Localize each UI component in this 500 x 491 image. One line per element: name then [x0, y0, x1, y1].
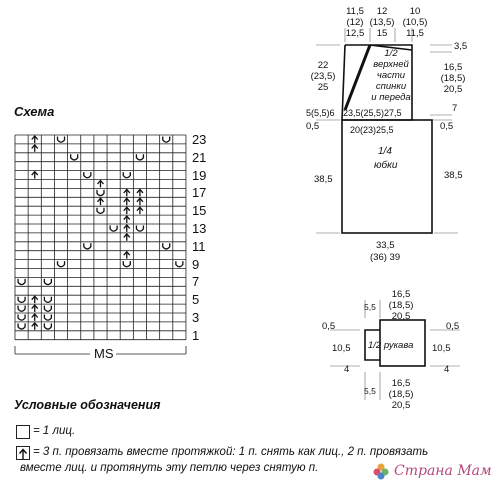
dim-skirt-left: 38,5: [314, 174, 333, 185]
watermark-logo: [372, 462, 492, 480]
dim-value: 20,5: [391, 311, 411, 322]
dim-value: 22: [317, 60, 329, 71]
dim-sleeve-left-55-bottom: 5,5: [364, 386, 376, 396]
dim-value: (18,5): [388, 389, 414, 400]
dim-sleeve-right-4: 4: [444, 364, 450, 375]
row-number-label: 21: [191, 149, 207, 165]
row-number-label: 13: [191, 221, 207, 236]
row-number-label: 19: [191, 167, 207, 183]
dim-value: 12: [376, 6, 388, 17]
label-line: части: [376, 70, 406, 81]
sleeve-label: 1/2 рукава: [368, 340, 414, 351]
dim-sleeve-left-55-top: 5,5: [364, 302, 376, 312]
row-number-label: 5: [191, 292, 200, 308]
dim-sleeve-right-05: 0,5: [446, 321, 460, 332]
dim-right-height: [436, 62, 470, 95]
skirt-label-fraction: 1/4: [378, 146, 392, 157]
dim-value: 11,5: [406, 28, 424, 39]
row-number-label: 7: [191, 274, 200, 290]
legend-title: Условные обозначения: [14, 398, 161, 412]
dim-right-top: 3,5: [454, 41, 468, 52]
dim-sleeve-top: [384, 289, 418, 322]
dim-left-height: [308, 60, 338, 93]
dim-value: (10,5): [402, 17, 428, 28]
row-number-label: 15: [191, 203, 207, 219]
chart-title: Схема: [14, 104, 55, 119]
dim-value: (23,5): [310, 71, 336, 82]
dim-value: (18,5): [388, 300, 414, 311]
row-number-label: 3: [191, 310, 200, 325]
dim-value: 16,5: [443, 62, 463, 73]
dim-value: 11,5: [346, 6, 364, 17]
row-number-label: 23: [191, 132, 207, 147]
dim-right-05: 0,5: [440, 121, 454, 132]
label-line: 1/2: [384, 48, 398, 59]
legend-item-1: = 1 лиц.: [33, 425, 76, 437]
dim-sleeve-bottom: [384, 378, 418, 411]
dim-skirt-right: 38,5: [444, 170, 463, 181]
dim-sleeve-right-105: 10,5: [432, 343, 451, 354]
legend-item-2-line1: = 3 п. провязать вместе протяжкой: 1 п. снять как лиц., 2 п. провязать: [33, 446, 429, 458]
row-number-label: 9: [191, 256, 200, 272]
label-line: и переда: [371, 92, 411, 103]
label-line: спинки: [375, 81, 407, 92]
dim-value: (18,5): [440, 73, 466, 84]
dim-left-small: 5(5,5)6: [306, 108, 335, 118]
dim-value: 20,5: [443, 84, 463, 95]
row-number-label: 1: [191, 327, 200, 343]
row-number-label: 17: [191, 185, 207, 201]
dim-value: 16,5: [391, 378, 411, 389]
dim-value: (13,5): [369, 17, 395, 28]
dim-skirt-top: 20(23)25,5: [350, 125, 394, 135]
bodice-label: [368, 48, 414, 103]
row-number-label: 11: [191, 238, 206, 254]
legend-item-2-line2: вместе лиц. и протянуть эту петлю через снятую п.: [20, 462, 319, 474]
dim-value: 15: [376, 28, 388, 39]
dim-value: 10: [409, 6, 421, 17]
dim-top-3: [400, 6, 430, 39]
repeat-label: MS: [94, 346, 114, 361]
dim-skirt-bottom-2: (36) 39: [370, 252, 401, 263]
label-line: верхней: [373, 59, 409, 70]
dim-right-small: 7: [452, 103, 458, 114]
dim-value: 16,5: [391, 289, 411, 300]
dim-value: 12,5: [345, 28, 365, 39]
dim-sleeve-left-105: 10,5: [332, 343, 351, 354]
skirt-label-name: юбки: [374, 160, 398, 171]
dim-left-05: 0,5: [306, 121, 320, 132]
dim-sleeve-left-05: 0,5: [322, 321, 336, 332]
watermark-text: Страна Мам: [394, 463, 492, 479]
dim-skirt-bottom-1: 33,5: [376, 240, 395, 251]
dim-top-2: [367, 6, 397, 39]
dim-value: 20,5: [391, 400, 411, 411]
flower-icon: [372, 462, 390, 480]
dim-value: 25: [317, 82, 329, 93]
dim-bodice-bottom: 23,5(25,5)27,5: [343, 108, 402, 118]
dim-sleeve-left-4: 4: [344, 364, 350, 375]
dim-top-1: [344, 6, 366, 39]
dim-value: (12): [346, 17, 364, 28]
